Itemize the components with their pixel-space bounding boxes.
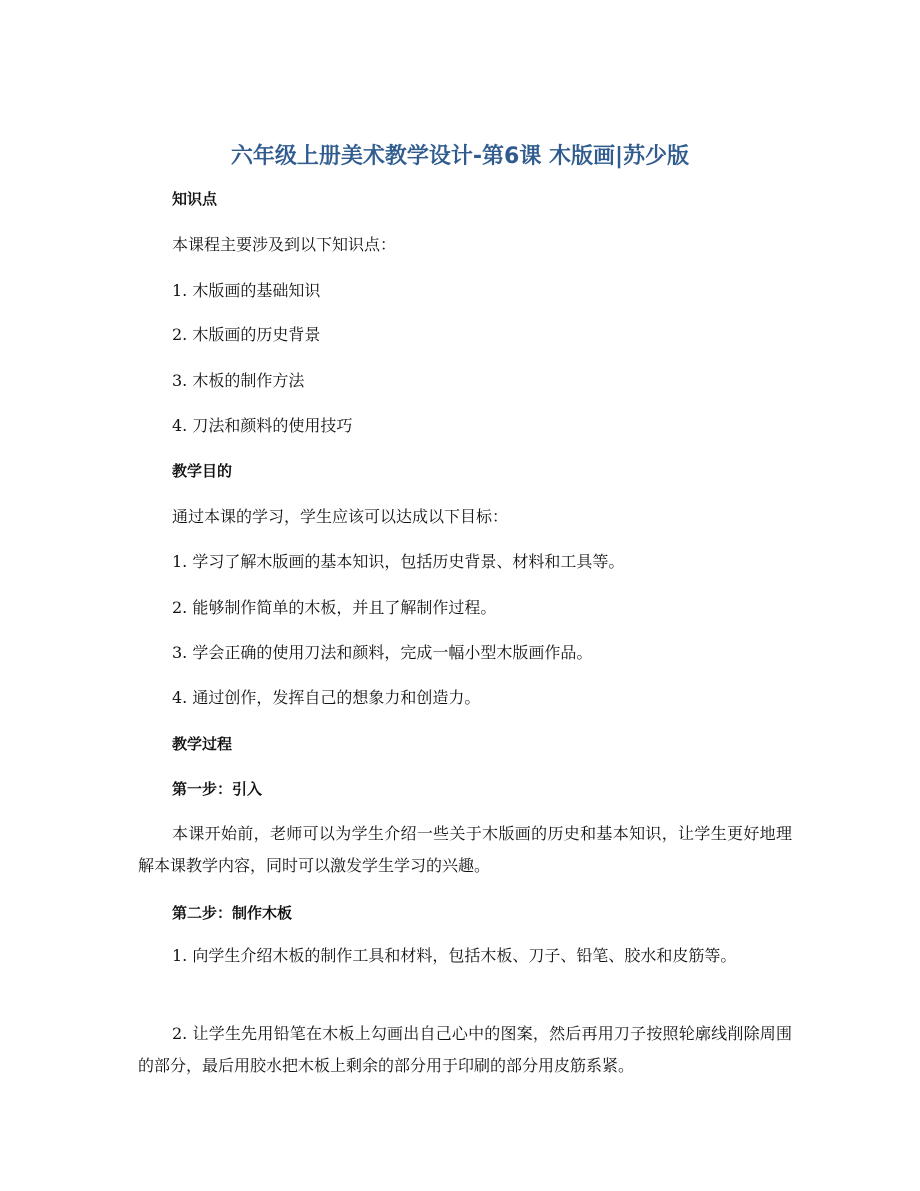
step1-heading: 第一步：引入 bbox=[172, 780, 263, 798]
knowledge-item: 2. 木版画的历史背景 bbox=[172, 325, 321, 344]
step2-item: 2. 让学生先用铅笔在木板上勾画出自己心中的图案，然后再用刀子按照轮廓线削除周围的部分，最后用胶水把木板上剩余的部分用于印刷的部分用皮筋系紧。 bbox=[138, 1024, 792, 1075]
step1-paragraph: 本课开始前，老师可以为学生介绍一些关于木版画的历史和基本知识，让学生更好地理解本课教学内容，同时可以激发学生学习的兴趣。 bbox=[138, 824, 792, 875]
goals-intro: 通过本课的学习，学生应该可以达成以下目标： bbox=[172, 507, 509, 526]
knowledge-item: 4. 刀法和颜料的使用技巧 bbox=[172, 416, 353, 435]
section-heading-knowledge: 知识点 bbox=[172, 190, 218, 208]
goal-item: 3. 学会正确的使用刀法和颜料，完成一幅小型木版画作品。 bbox=[172, 643, 593, 662]
goal-item: 1. 学习了解木版画的基本知识，包括历史背景、材料和工具等。 bbox=[172, 552, 625, 571]
step2-item: 1. 向学生介绍木板的制作工具和材料，包括木板、刀子、铅笔、胶水和皮筋等。 bbox=[172, 946, 737, 965]
knowledge-item: 3. 木板的制作方法 bbox=[172, 371, 305, 390]
goal-item: 4. 通过创作，发挥自己的想象力和创造力。 bbox=[172, 688, 481, 707]
step2-heading: 第二步：制作木板 bbox=[172, 904, 293, 922]
document-title: 六年级上册美术教学设计-第6课 木版画|苏少版 bbox=[230, 144, 690, 169]
section-heading-process: 教学过程 bbox=[172, 735, 233, 753]
knowledge-intro: 本课程主要涉及到以下知识点： bbox=[172, 235, 397, 254]
goal-item: 2. 能够制作简单的木板，并且了解制作过程。 bbox=[172, 598, 497, 617]
section-heading-goals: 教学目的 bbox=[172, 462, 233, 480]
knowledge-item: 1. 木版画的基础知识 bbox=[172, 281, 321, 300]
